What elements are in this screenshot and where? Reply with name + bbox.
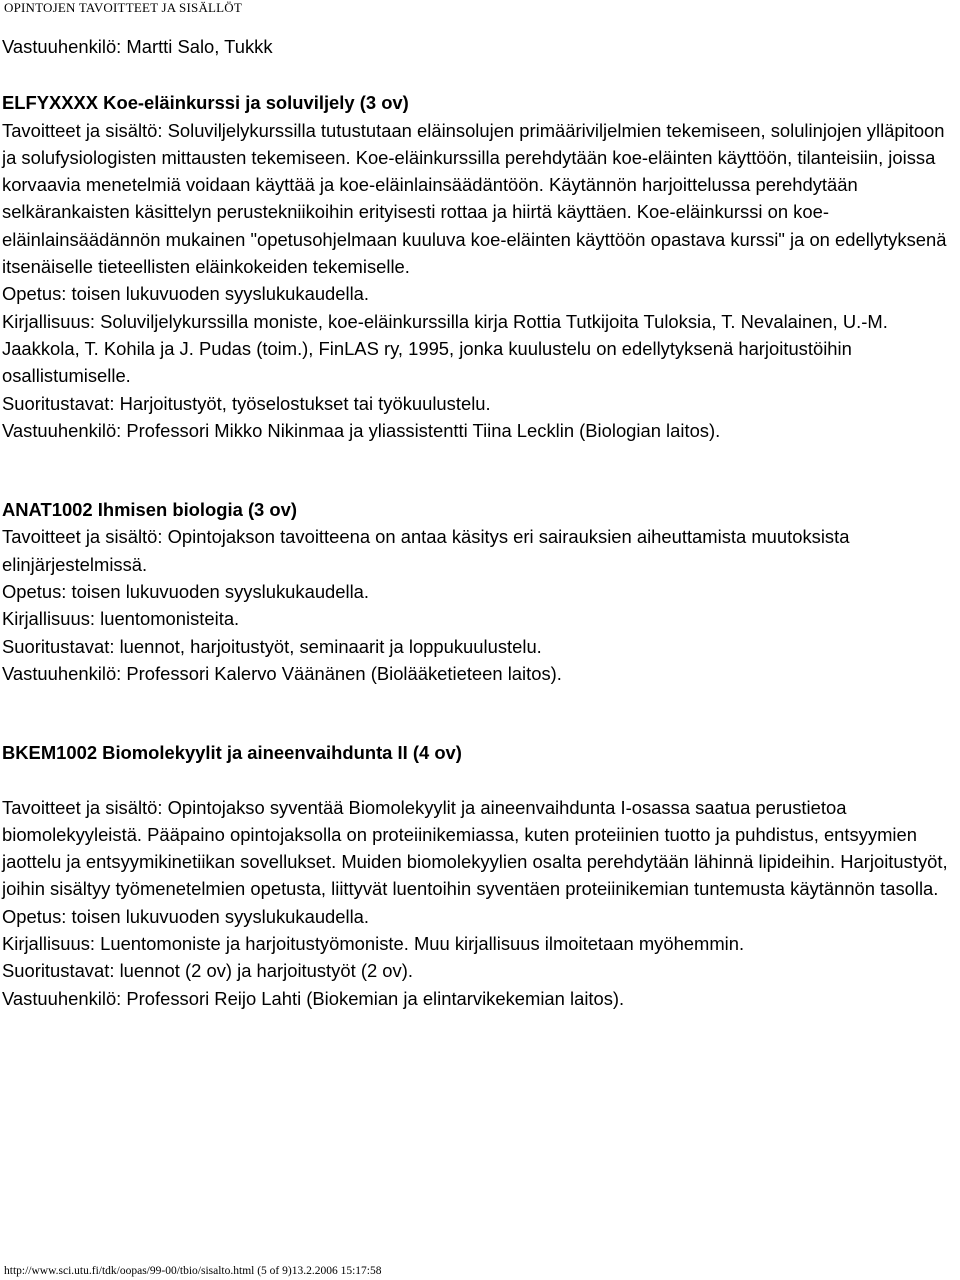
responsible-text: Professori Mikko Nikinmaa ja yliassistentti Tiina Lecklin (Biologian laitos). (121, 419, 721, 441)
course-title: BKEM1002 Biomolekyylit ja aineenvaihdunta II (4 ov) (2, 742, 462, 764)
course-elfy (2, 89, 958, 444)
literature-text: Soluviljelykurssilla moniste, koe-eläinkurssilla kirja Rottia Tutkijoita Tuloksia, T. Nevalainen, U.-M. Jaakkola, T. Kohila ja J. Pudas (toim.), FinLAS ry, 1995, jonka kuulustelu on edellytyksenä harjoitustöihin osallistumiselle. (2, 310, 888, 387)
responsible-label: Vastuuhenkilö: (2, 662, 122, 684)
goals-label: Tavoitteet ja sisältö: (2, 796, 163, 818)
course-anat (2, 496, 958, 687)
teaching-label: Opetus: (2, 283, 67, 305)
literature-text: luentomonisteita. (95, 608, 240, 630)
running-header: OPINTOJEN TAVOITTEET JA SISÄLLÖT (4, 0, 243, 15)
teaching-text: toisen lukuvuoden syyslukukaudella. (66, 581, 370, 603)
course-teaching (2, 903, 958, 930)
goals-text: Opintojakso syventää Biomolekyylit ja aineenvaihdunta I-osassa saatua perustietoa biomolekyyleistä. Pääpaino opintojaksolla on proteiinikemiassa, kuten proteiinien tuotto ja puhdistus, entsyymien jaottelu ja entsyymikinetiikan sovellukset. Muiden biomolekyylien osalta perehdytään lähinnä lipideihin. Harjoitustyöt, joihin sisältyy työmenetelmien opetusta, liittyvät luentoihin syventäen proteiinikemian tuntemusta käytännön tasolla. (2, 796, 948, 900)
course-methods (2, 390, 958, 417)
responsible-text: Professori Kalervo Väänänen (Biolääketieteen laitos). (121, 662, 562, 684)
course-goals (2, 523, 958, 578)
document-content (2, 33, 958, 1012)
goals-text: Soluviljelykurssilla tutustutaan eläinsolujen primääriviljelmien tekemiseen, solulinjojen ylläpitoon ja solufysiologisten mittausten tekemiseen. Koe-eläinkurssilla perehdytään koe-eläinten käyttöön, tilanteisiin, joissa korvaavia menetelmiä voidaan käyttää ja koe-eläinlainsäädäntöön. Käytännön harjoittelussa perehdytään selkärankaisten käsittelyn perustekniikoihin erityisesti rottaa ja hiirtä käyttäen. Koe-eläinkurssi on koe-eläinlainsäädännön mukainen "opetusohjelmaan kuuluva koe-eläinten käyttöön opastava kurssi" ja on edellytyksenä itsenäiselle tieteellisten eläinkokeiden tekemiselle. (2, 119, 947, 278)
methods-text: Harjoitustyöt, työselostukset tai työkuulustelu. (114, 392, 491, 414)
methods-label: Suoritustavat: (2, 635, 115, 657)
responsible-label: Vastuuhenkilö: (2, 987, 122, 1009)
responsible-label: Vastuuhenkilö: (2, 36, 122, 57)
teaching-label: Opetus: (2, 581, 67, 603)
responsible-label: Vastuuhenkilö: (2, 419, 122, 441)
top-responsible-person (2, 33, 958, 60)
literature-label: Kirjallisuus: (2, 310, 96, 332)
course-methods (2, 957, 958, 984)
methods-label: Suoritustavat: (2, 960, 115, 982)
literature-label: Kirjallisuus: (2, 933, 96, 955)
literature-label: Kirjallisuus: (2, 608, 96, 630)
course-responsible (2, 417, 958, 444)
course-literature (2, 930, 958, 957)
course-literature (2, 308, 958, 390)
course-responsible (2, 985, 958, 1012)
course-teaching (2, 280, 958, 307)
course-goals (2, 117, 958, 281)
literature-text: Luentomoniste ja harjoitustyömoniste. Muu kirjallisuus ilmoitetaan myöhemmin. (95, 933, 745, 955)
responsible-text: Professori Reijo Lahti (Biokemian ja elintarvikekemian laitos). (121, 987, 625, 1009)
course-bkem (2, 739, 958, 1012)
course-literature (2, 605, 958, 632)
course-title: ANAT1002 Ihmisen biologia (3 ov) (2, 499, 297, 521)
course-methods (2, 633, 958, 660)
goals-label: Tavoitteet ja sisältö: (2, 119, 163, 141)
responsible-value: Martti Salo, Tukkk (121, 36, 273, 57)
course-goals (2, 794, 958, 903)
teaching-text: toisen lukuvuoden syyslukukaudella. (66, 283, 370, 305)
methods-text: luennot (2 ov) ja harjoitustyöt (2 ov). (114, 960, 413, 982)
teaching-label: Opetus: (2, 905, 67, 927)
course-teaching (2, 578, 958, 605)
course-title: ELFYXXXX Koe-eläinkurssi ja soluviljely (3 ov) (2, 92, 409, 114)
course-responsible (2, 660, 958, 687)
goals-label: Tavoitteet ja sisältö: (2, 526, 163, 548)
methods-label: Suoritustavat: (2, 392, 115, 414)
goals-text: Opintojakson tavoitteena on antaa käsitys eri sairauksien aiheuttamista muutoksista elinjärjestelmissä. (2, 526, 850, 575)
methods-text: luennot, harjoitustyöt, seminaarit ja loppukuulustelu. (114, 635, 542, 657)
teaching-text: toisen lukuvuoden syyslukukaudella. (66, 905, 370, 927)
page-footer-url: http://www.sci.utu.fi/tdk/oopas/99-00/tbio/sisalto.html (5 of 9)13.2.2006 15:17:58 (4, 1265, 382, 1277)
